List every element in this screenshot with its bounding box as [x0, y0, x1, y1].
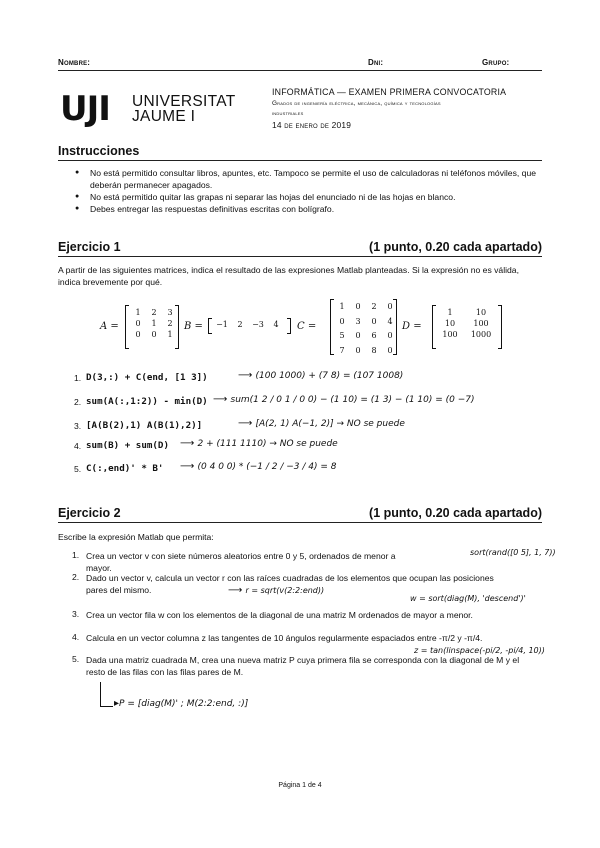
- bracket-right: [498, 305, 502, 349]
- uji-logo-mark: UJI: [60, 89, 110, 129]
- ex2-title: Ejercicio 2: [58, 506, 121, 520]
- exam-degrees-line2: industriales: [272, 110, 304, 117]
- answer-text: 2 + (111 1110) → NO se puede: [197, 439, 338, 449]
- handwritten-answer: ⟶ [A(2, 1) A(−1, 2)] → NO se puede: [238, 418, 405, 429]
- handwritten-answer: ▸P = [diag(M)' ; M(2:2:end, :)]: [114, 698, 249, 709]
- handwritten-answer: ⟶ (0 4 0 0) * (−1 / 2 / −3 / 4) = 8: [180, 461, 337, 472]
- matrix-cell: 2: [167, 319, 173, 328]
- exam-degrees-line1: Grados de ingeniería eléctrica, mecánica, química y tecnologías: [272, 100, 441, 107]
- question-number: 3.: [72, 609, 80, 619]
- question-text: Dado un vector v, calcula un vector r con las raíces cuadradas de los elementos que ocupan las posiciones pares del mismo.: [86, 573, 494, 595]
- ex2-points: (1 punto, 0.20 cada apartado): [369, 506, 542, 520]
- handwritten-answer: ⟶ r = sqrt(v(2:2:end)): [228, 585, 325, 596]
- matrix-cell: −3: [252, 320, 264, 329]
- matrix-cell: 0: [387, 331, 393, 340]
- matrix-cell: 3: [355, 316, 361, 326]
- matrix-cell: 6: [371, 331, 377, 340]
- nombre-label: Nombre:: [58, 58, 91, 67]
- question-code: sum(B) + sum(D): [86, 440, 169, 451]
- question-number: 3.: [74, 421, 82, 431]
- question-number: 1.: [72, 550, 80, 560]
- question-text: Crea un vector fila w con los elementos de la diagonal de una matriz M ordenados de mayor a menor.: [86, 610, 473, 620]
- handwritten-answer: z = tan(linspace(-pi/2, -pi/4, 10)): [414, 646, 545, 655]
- instruction-item: ● No está permitido quitar las grapas ni separar las hojas del enunciado ni de las hojas en blanco.: [74, 191, 540, 203]
- ex1-points: (1 punto, 0.20 cada apartado): [369, 240, 542, 254]
- matrix-cell: 1: [151, 319, 157, 328]
- uji-logo-line1: UNIVERSITAT: [132, 93, 236, 110]
- matrix-cell: 2: [151, 308, 157, 317]
- answer-text: (100 1000) + (7 8) = (107 1008): [255, 371, 404, 381]
- matrix-b: [213, 320, 285, 329]
- ex1-title: Ejercicio 1: [58, 240, 121, 254]
- matrix-cell: 7: [339, 345, 345, 355]
- bracket-right: [287, 318, 291, 334]
- matrix-cell: −1: [216, 320, 228, 329]
- matrix-a-label: A =: [100, 321, 119, 332]
- matrix-cell: 4: [273, 320, 279, 329]
- matrix-cell: 0: [135, 330, 141, 339]
- instruction-item: ● No está permitido consultar libros, apuntes, etc. Tampoco se permite el uso de calculadoras ni teléfonos móviles, que deberán permanecer apagados.: [74, 167, 540, 191]
- handwritten-answer: ⟶ (100 1000) + (7 8) = (107 1008): [238, 370, 404, 381]
- exam-date: 14 de enero de 2019: [272, 120, 352, 130]
- matrix-d: [436, 307, 498, 340]
- matrix-cell: 2: [237, 320, 243, 329]
- matrix-d-label: D =: [402, 321, 422, 332]
- page-number: Página 1 de 4: [278, 782, 322, 789]
- answer-text: r = sqrt(v(2:2:end)): [245, 586, 325, 595]
- handwritten-answer: w = sort(diag(M), 'descend')': [410, 594, 526, 603]
- question-text: Dada una matriz cuadrada M, crea una nueva matriz P cuya primera fila se corresponda con la diagonal de M y el resto de las filas con las filas pares de M.: [86, 655, 520, 677]
- question-number: 5.: [72, 654, 80, 664]
- matrix-cell: 0: [371, 316, 377, 326]
- bracket-left: [125, 305, 129, 349]
- question-number: 1.: [74, 373, 82, 383]
- instructions-list: [74, 167, 540, 215]
- answer-text: (0 4 0 0) * (−1 / 2 / −3 / 4) = 8: [197, 462, 337, 472]
- instructions-rule: [58, 160, 542, 161]
- answer-text: [A(2, 1) A(−1, 2)] → NO se puede: [255, 419, 405, 429]
- matrix-cell: 1: [167, 330, 173, 339]
- question-code: sum(A(:,1:2)) - min(D): [86, 396, 208, 407]
- exam-title: INFORMÁTICA — EXAMEN PRIMERA CONVOCATORIA: [272, 87, 507, 97]
- question-code: D(3,:) + C(end, [1 3]): [86, 372, 208, 383]
- matrix-c: [334, 300, 398, 358]
- matrix-cell: 2: [371, 302, 377, 311]
- matrix-cell: 0: [135, 319, 141, 328]
- matrix-cell: 0: [355, 302, 361, 311]
- instructions-title: Instrucciones: [58, 144, 140, 158]
- instruction-item: ● Debes entregar las respuestas definitivas escritas con bolígrafo.: [74, 203, 540, 215]
- handwritten-answer: ⟶ 2 + (111 1110) → NO se puede: [180, 438, 338, 449]
- dni-label: Dni:: [368, 58, 384, 67]
- matrix-cell: 0: [355, 331, 361, 340]
- matrix-cell: 100: [473, 319, 489, 328]
- question-text: Crea un vector v con siete números aleatorios entre 0 y 5, ordenados de menor a mayor.: [86, 551, 396, 573]
- question-number: 2.: [72, 572, 80, 582]
- ex1-intro: A partir de las siguientes matrices, indica el resultado de las expresiones Matlab planteadas. Si la expresión no es válida, indica brevemente por qué.: [58, 265, 519, 287]
- matrix-cell: 0: [355, 345, 361, 355]
- matrix-cell: 4: [387, 316, 393, 326]
- ex1-rule: [58, 256, 542, 257]
- bracket-left: [208, 318, 212, 334]
- answer-text: sum(1 2 / 0 1 / 0 0) − (1 10) = (1 3) − (1 10) = (0 −7): [230, 395, 475, 405]
- matrix-a: [130, 307, 178, 340]
- matrix-cell: 3: [167, 308, 173, 317]
- matrix-cell: 0: [339, 316, 345, 326]
- matrix-cell: 1: [447, 308, 453, 317]
- question-text: Calcula en un vector columna z las tangentes de 10 ángulos regularmente espaciados entre -π/2 y -π/4.: [86, 633, 483, 643]
- ex2-rule: [58, 522, 542, 523]
- matrix-cell: 8: [371, 345, 377, 355]
- question-code: [A(B(2),1) A(B(1),2)]: [86, 420, 203, 431]
- matrix-cell: 1: [339, 302, 345, 311]
- matrix-c-label: C =: [297, 321, 317, 332]
- matrix-b-label: B =: [184, 321, 203, 332]
- matrix-cell: 0: [387, 345, 393, 355]
- question-number: 5.: [74, 464, 82, 474]
- matrix-cell: 1: [135, 308, 141, 317]
- matrix-cell: 100: [442, 330, 458, 339]
- answer-text: P = [diag(M)' ; M(2:2:end, :)]: [119, 699, 249, 709]
- matrix-cell: 1000: [470, 330, 492, 339]
- matrix-cell: 10: [475, 308, 487, 317]
- matrix-cell: 0: [151, 330, 157, 339]
- question-number: 2.: [74, 397, 82, 407]
- ex2-intro: Escribe la expresión Matlab que permita:: [58, 532, 214, 542]
- matrix-cell: 5: [339, 331, 345, 340]
- answer-connector: [100, 682, 113, 707]
- handwritten-answer: sort(rand([0 5], 1, 7)): [470, 548, 556, 557]
- header-rule: [58, 70, 542, 71]
- question-number: 4.: [74, 441, 82, 451]
- question-number: 4.: [72, 632, 80, 642]
- grupo-label: Grupo:: [482, 58, 510, 67]
- question-code: C(:,end)' * B': [86, 463, 164, 474]
- handwritten-answer: ⟶ sum(1 2 / 0 1 / 0 0) − (1 10) = (1 3) − (1 10) = (0 −7): [213, 394, 475, 405]
- matrix-cell: 10: [444, 319, 456, 328]
- uji-logo-line2: JAUME I: [132, 108, 196, 125]
- matrix-cell: 0: [387, 302, 393, 311]
